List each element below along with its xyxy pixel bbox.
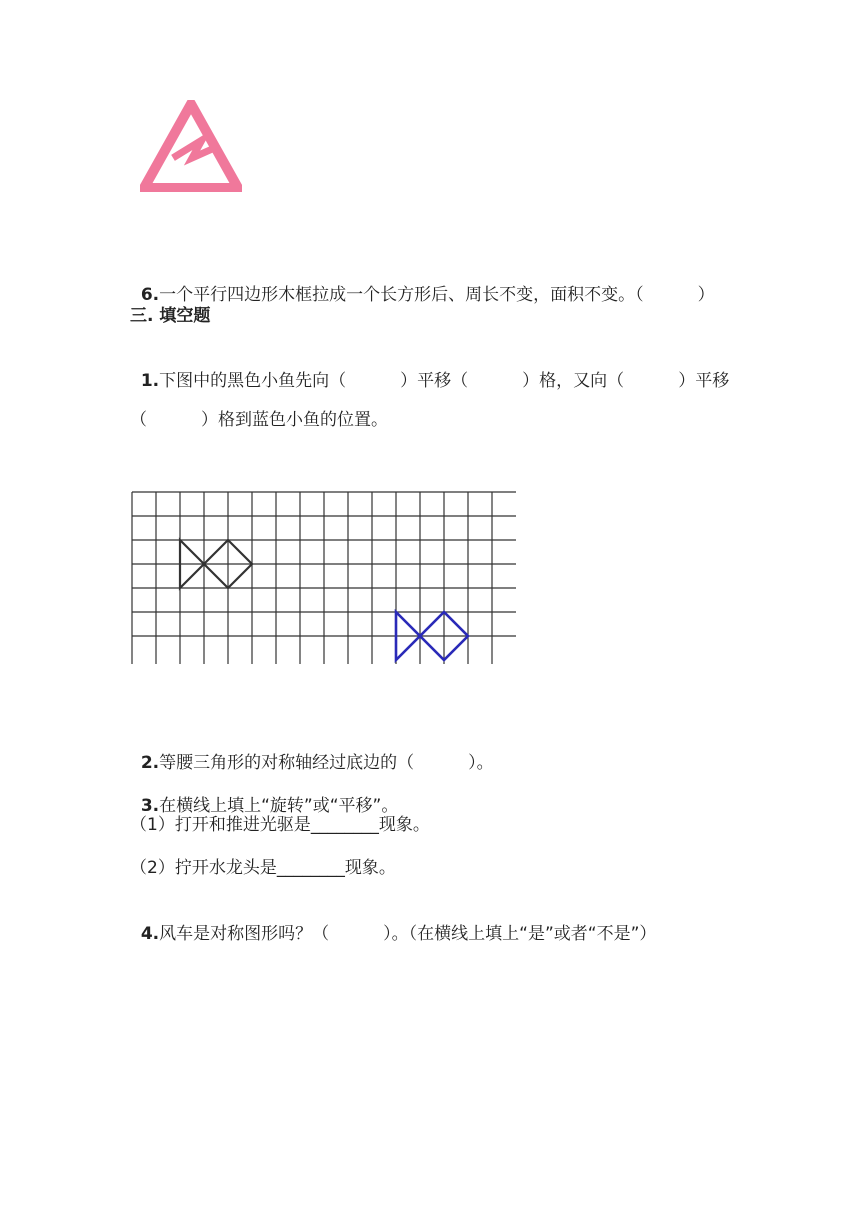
- question-text: 下图中的黑色小鱼先向（ ）平移（ ）格，又向（ ）平移: [159, 371, 730, 391]
- fish-grid-figure: [130, 490, 518, 666]
- fill-question-3-sub-1: （1）打开和推进光驱是________现象。: [130, 815, 430, 835]
- question-text: 在横线上填上“旋转”或“平移”。: [159, 796, 399, 816]
- question-number: 2.: [140, 753, 160, 773]
- fill-question-3-sub-2: （2）拧开水龙头是________现象。: [130, 858, 396, 878]
- question-text: 一个平行四边形木框拉成一个长方形后、周长不变，面积不变。（ ）: [159, 285, 715, 305]
- question-6: [130, 259, 715, 307]
- fill-question-4: [130, 898, 656, 946]
- question-number: 3.: [140, 796, 160, 816]
- question-number: 1.: [140, 371, 160, 391]
- road-sign-winding-icon: [140, 100, 242, 192]
- section-title: 三. 填空题: [130, 306, 211, 326]
- fill-question-2: [130, 727, 494, 775]
- question-text: 风车是对称图形吗？（ ）。（在横线上填上“是”或者“不是”）: [159, 924, 657, 944]
- question-text: 等腰三角形的对称轴经过底边的（ ）。: [159, 753, 494, 773]
- fill-question-1-line-2: （ ）格到蓝色小鱼的位置。: [130, 410, 389, 430]
- question-number: 6.: [140, 285, 160, 305]
- question-number: 4.: [140, 924, 160, 944]
- fill-question-3: [130, 770, 398, 818]
- fill-question-1-line-1: [130, 345, 729, 393]
